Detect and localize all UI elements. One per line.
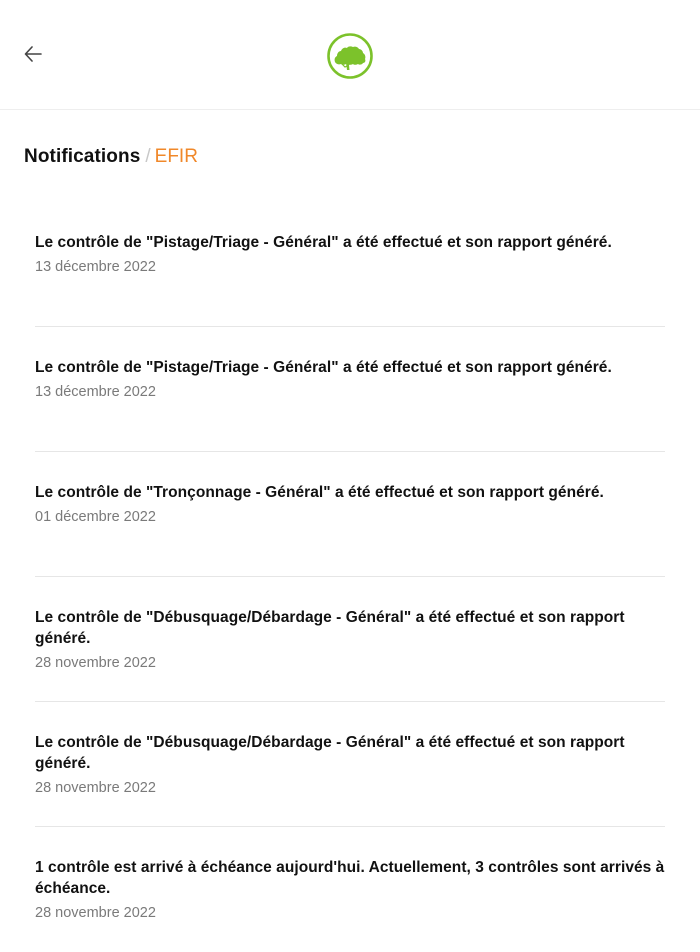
arrow-left-icon [24,46,42,62]
notification-message: Le contrôle de "Débusquage/Débardage - Général" a été effectué et son rapport généré. [35,609,625,647]
notification-item[interactable] [35,577,665,702]
notification-list [35,202,665,952]
tree-logo-icon [326,32,374,80]
page-subtitle: EFIR [154,146,198,167]
notification-message: Le contrôle de "Pistage/Triage - Général" a été effectué et son rapport généré. [35,359,612,376]
notification-message: 1 contrôle est arrivé à échéance aujourd'hui. Actuellement, 3 contrôles sont arrivés à échéance. [35,859,665,897]
notification-date: 01 décembre 2022 [35,509,156,525]
notification-message: Le contrôle de "Débusquage/Débardage - Général" a été effectué et son rapport généré. [35,734,625,772]
breadcrumb [24,145,198,169]
page-title: Notifications [24,146,141,167]
notification-date: 13 décembre 2022 [35,259,156,275]
app-header [0,0,700,110]
notification-item[interactable] [35,202,665,327]
notification-message: Le contrôle de "Tronçonnage - Général" a été effectué et son rapport généré. [35,484,604,501]
notification-date: 28 novembre 2022 [35,655,156,671]
notification-message: Le contrôle de "Pistage/Triage - Général" a été effectué et son rapport généré. [35,234,612,251]
notification-date: 28 novembre 2022 [35,905,156,921]
back-button[interactable] [20,41,46,67]
notification-item[interactable] [35,452,665,577]
notification-date: 28 novembre 2022 [35,780,156,796]
notification-item[interactable] [35,827,665,952]
notification-date: 13 décembre 2022 [35,384,156,400]
notification-item[interactable] [35,327,665,452]
notification-item[interactable] [35,702,665,827]
breadcrumb-separator: / [145,146,151,167]
